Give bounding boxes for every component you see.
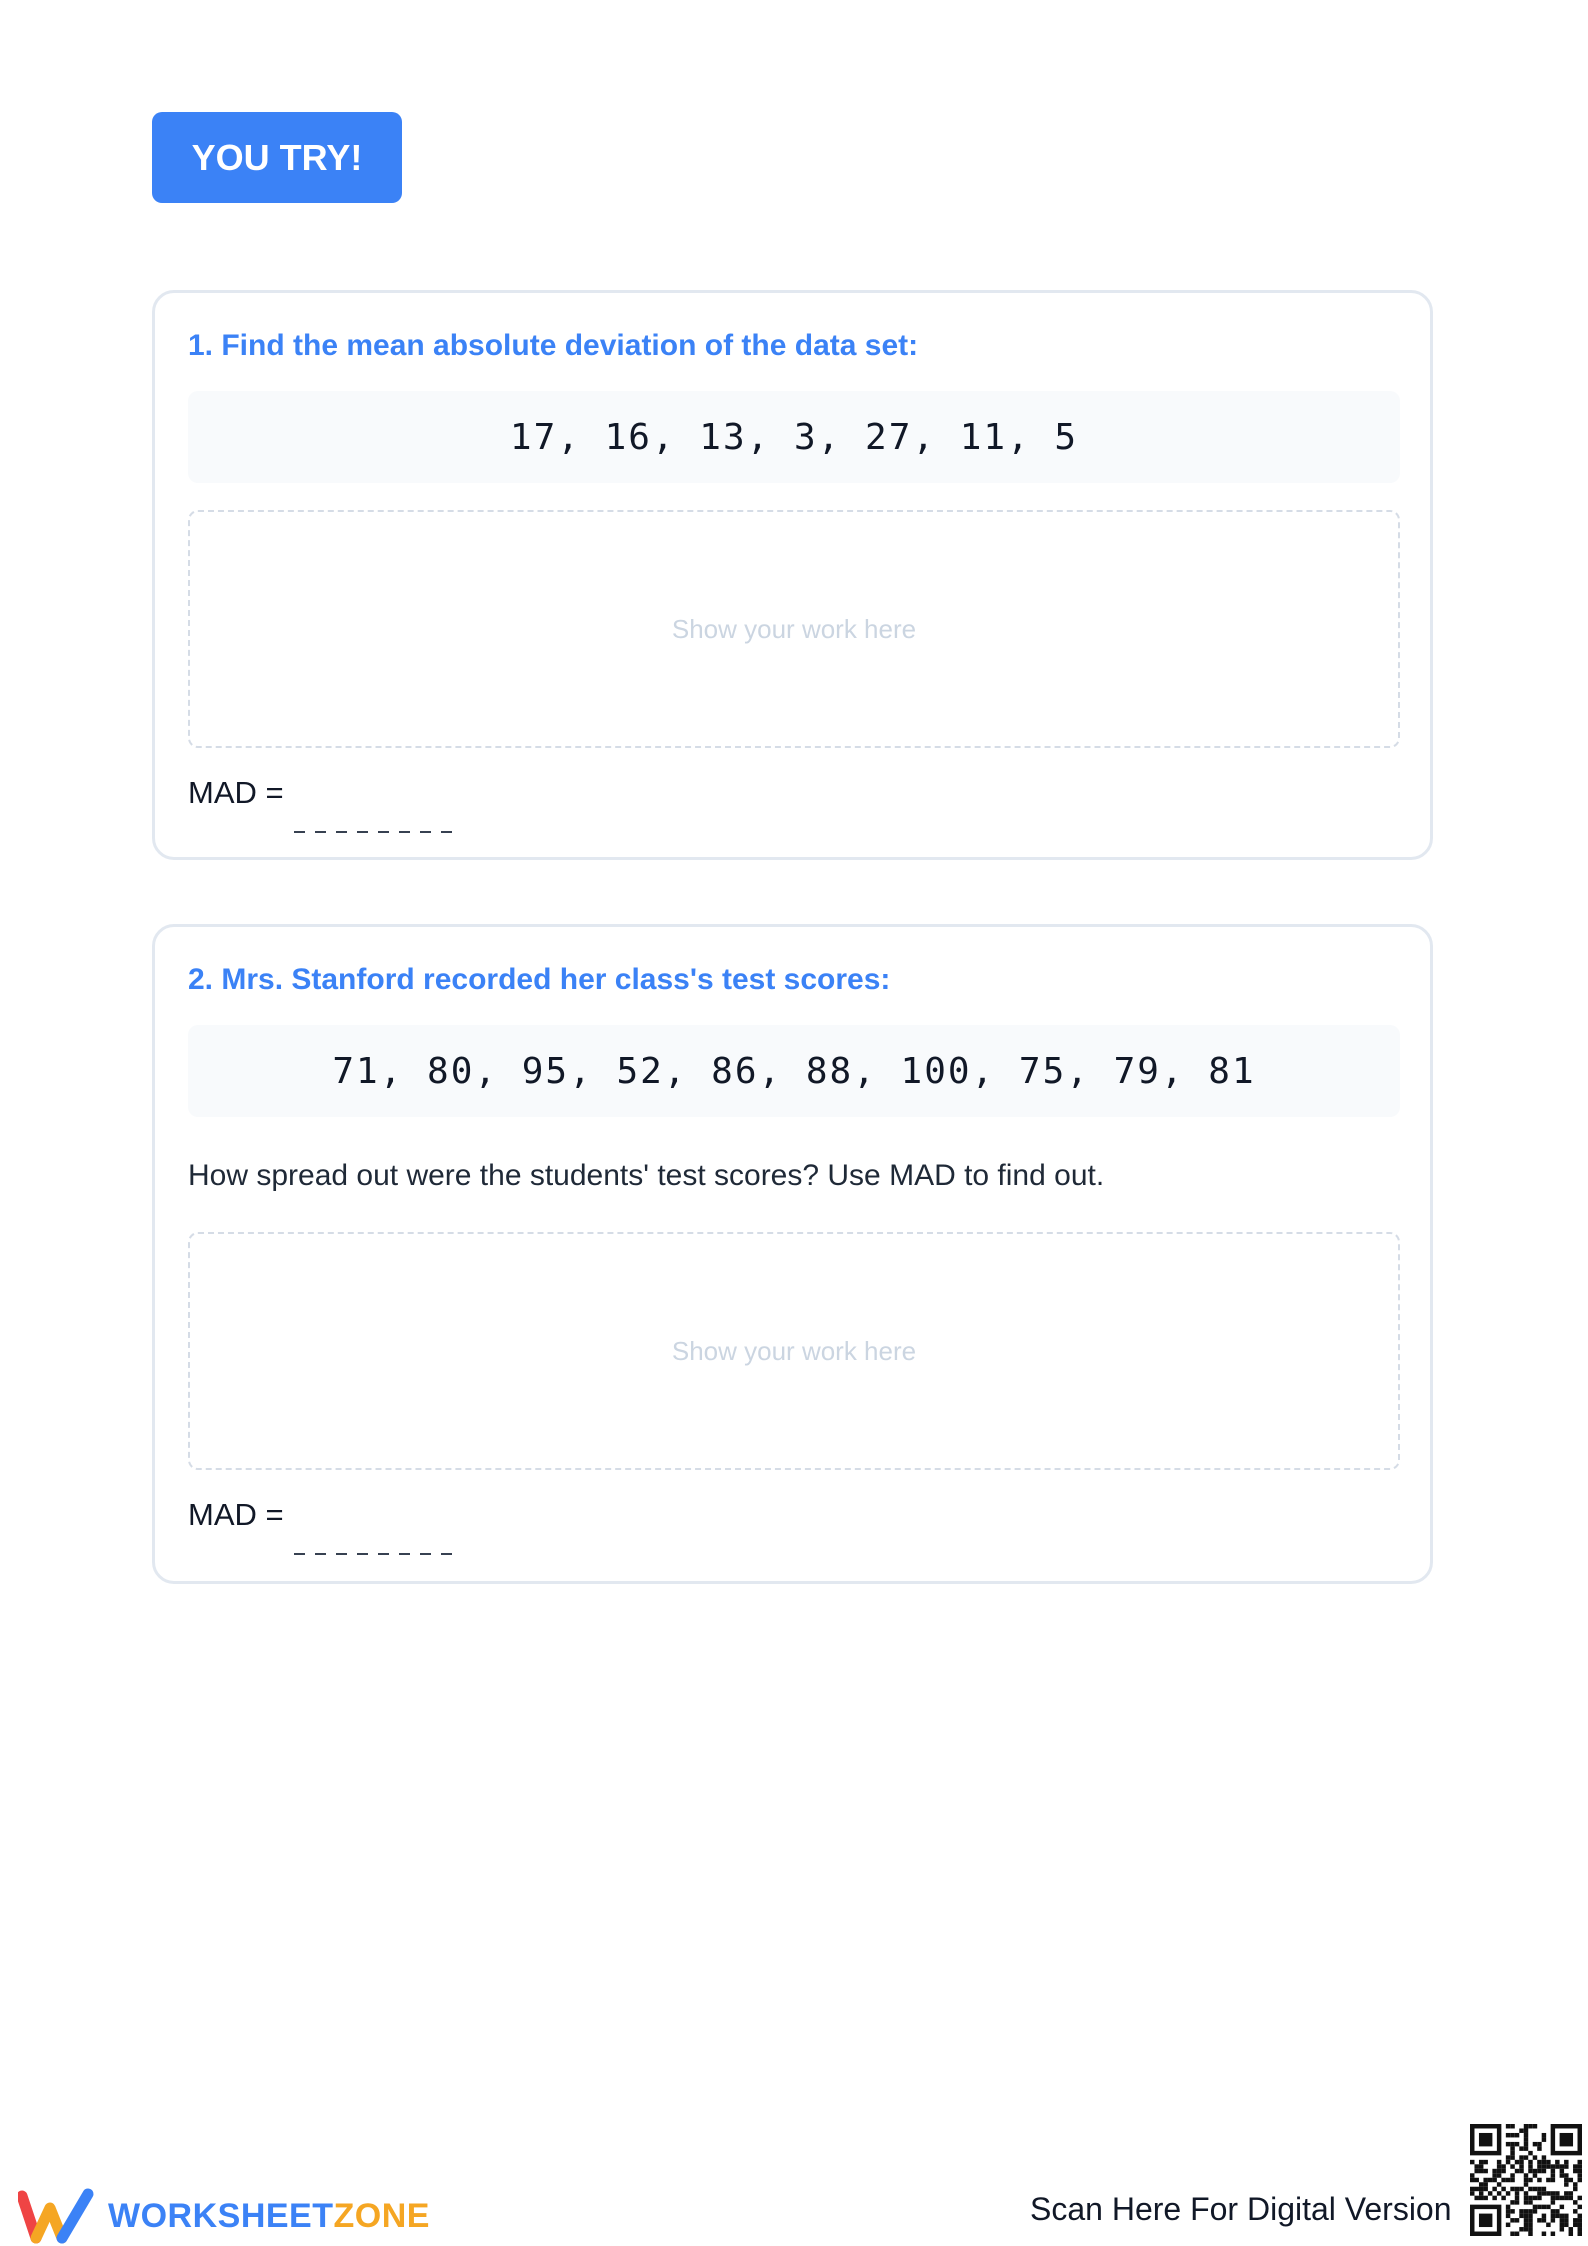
question-2-answer-row: [188, 1497, 456, 1555]
question-1-answer-row: [188, 775, 456, 833]
question-1-work-area[interactable]: [188, 510, 1400, 748]
question-2-prompt: How spread out were the students' test scores? Use MAD to find out.: [188, 1159, 1105, 1192]
brand-name: WORKSHEETZONE: [108, 2196, 430, 2235]
work-placeholder: Show your work here: [671, 613, 917, 644]
question-1-card: [152, 290, 1433, 860]
question-2-work-area[interactable]: [188, 1232, 1400, 1470]
qr-code[interactable]: [1470, 2124, 1582, 2236]
question-2-card: [152, 924, 1433, 1584]
question-1-title: 1. Find the mean absolute deviation of the data set:: [188, 329, 919, 362]
answer-blank[interactable]: [294, 831, 456, 833]
logo-w-icon: [18, 2186, 96, 2246]
worksheetzone-logo[interactable]: [18, 2186, 430, 2246]
question-2-title: 2. Mrs. Stanford recorded her class's test scores:: [188, 963, 891, 996]
question-1-data-set: 17, 16, 13, 3, 27, 11, 5: [188, 391, 1400, 483]
scan-text: Scan Here For Digital Version: [1030, 2191, 1452, 2227]
you-try-badge: YOU TRY!: [152, 112, 402, 203]
mad-label: MAD =: [188, 775, 284, 810]
answer-blank[interactable]: [294, 1553, 456, 1555]
work-placeholder: Show your work here: [671, 1335, 917, 1366]
question-2-data-set: 71, 80, 95, 52, 86, 88, 100, 75, 79, 81: [188, 1025, 1400, 1117]
mad-label: MAD =: [188, 1497, 284, 1532]
